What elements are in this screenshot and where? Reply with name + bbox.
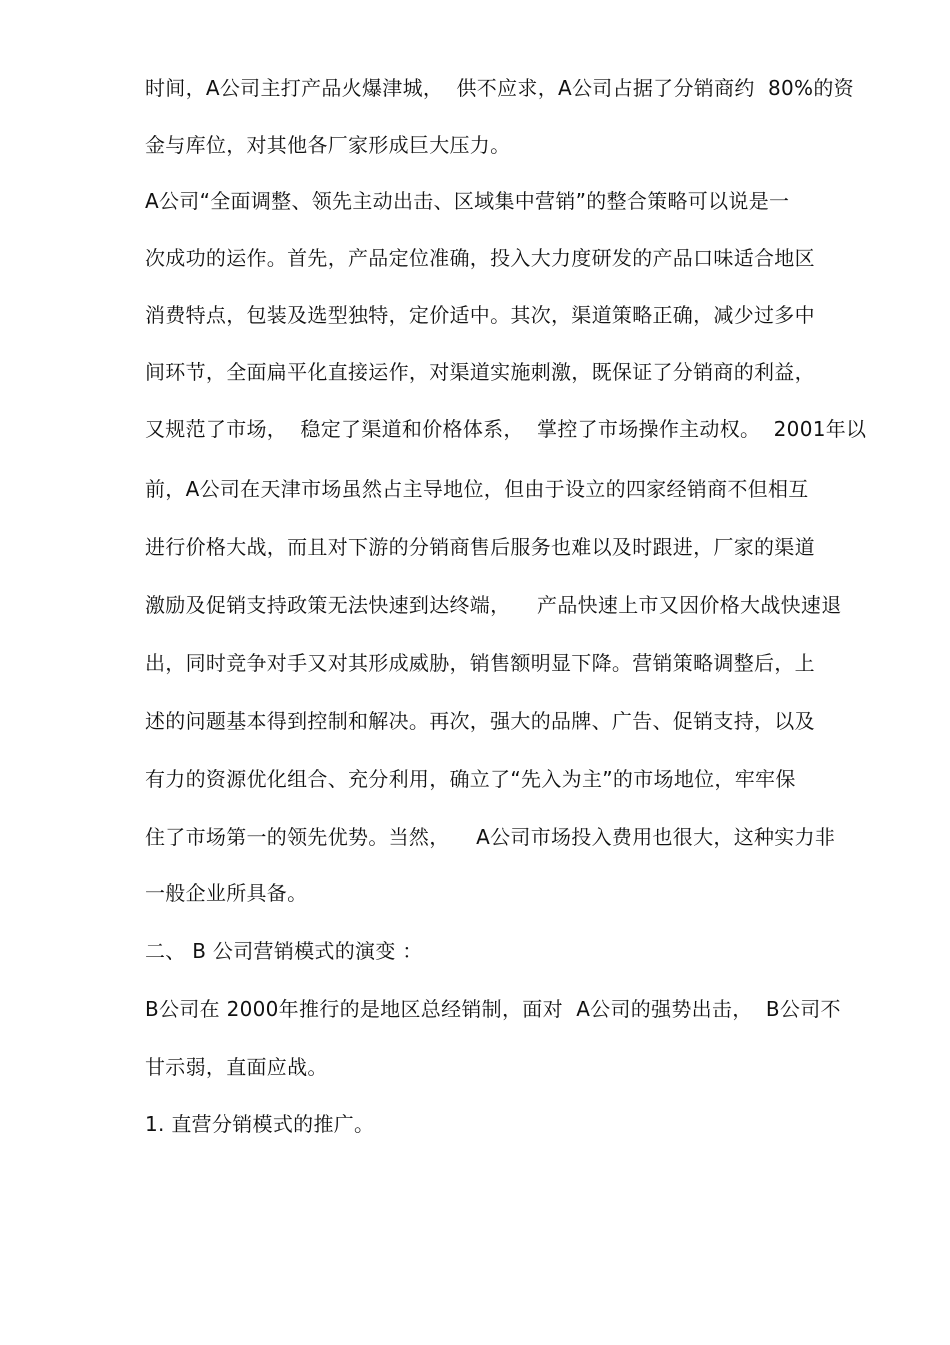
section-heading: 二、 B 公司营销模式的演变 ： (145, 939, 423, 963)
text-line: 一般企业所具备。 (145, 881, 308, 905)
text-line: 消费特点，包装及选型独特，定价适中。其次，渠道策略正确，减少过多中 (145, 303, 815, 327)
text-line: 激励及促销支持政策无法快速到达终端， 产品快速上市又因价格大战快速退 (145, 593, 842, 617)
text-line: 进行价格大战，而且对下游的分销商售后服务也难以及时跟进，厂家的渠道 (145, 535, 815, 559)
text-line: 住了市场第一的领先优势。当然， A公司市场投入费用也很大，这种实力非 (145, 825, 836, 849)
text-line: 述的问题基本得到控制和解决。再次，强大的品牌、广告、促销支持，以及 (145, 709, 815, 733)
text-line: 次成功的运作。首先，产品定位准确，投入大力度研发的产品口味适合地区 (145, 246, 815, 270)
list-item-heading: 1. 直营分销模式的推广。 (145, 1112, 375, 1136)
text-line: B公司在 2000年推行的是地区总经销制，面对 A公司的强势出击， B公司不 (145, 997, 841, 1021)
text-line: 前，A公司在天津市场虽然占主导地位，但由于设立的四家经销商不但相互 (145, 477, 809, 501)
text-line: 又规范了市场， 稳定了渠道和价格体系， 掌控了市场操作主动权。 2001年以 (145, 417, 867, 441)
text-line: 甘示弱，直面应战。 (145, 1055, 328, 1079)
text-line: 间环节，全面扁平化直接运作，对渠道实施刺激，既保证了分销商的利益， (145, 360, 815, 384)
text-line: 有力的资源优化组合、充分利用，确立了“先入为主”的市场地位，牢牢保 (145, 767, 796, 791)
text-line: 金与库位，对其他各厂家形成巨大压力。 (145, 133, 511, 157)
text-line: A公司“全面调整、领先主动出击、区域集中营销”的整合策略可以说是一 (145, 189, 790, 213)
text-line: 出，同时竞争对手又对其形成威胁，销售额明显下降。营销策略调整后，上 (145, 651, 815, 675)
text-line: 时间，A公司主打产品火爆津城， 供不应求，A公司占据了分销商约 80%的资 (145, 76, 854, 100)
